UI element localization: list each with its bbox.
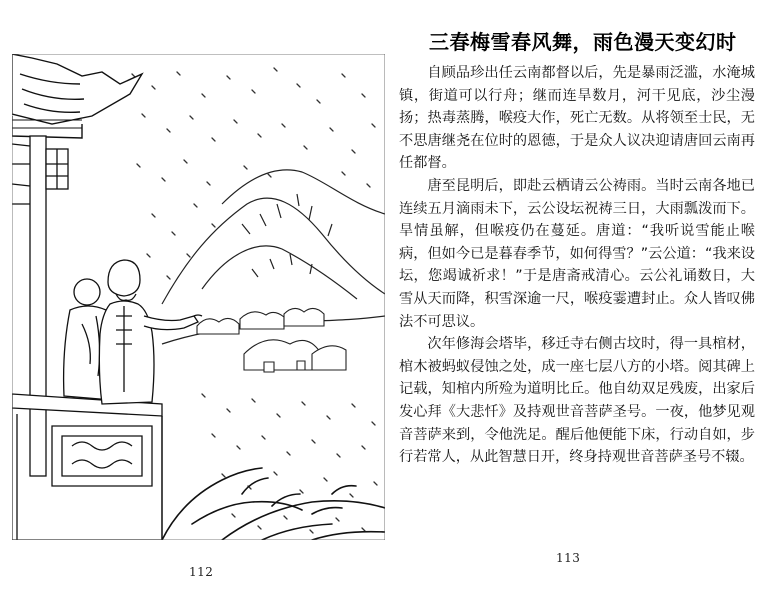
paragraph-1: 自顾品珍出任云南都督以后，先是暴雨泛滥，水淹城镇，街道可以行舟；继而连旱数月，河干见底，沙尘漫扬；热毒蒸腾，喉疫大作，死亡无数。从将领至士民，无不思唐继尧在位时的恩德，于是众人议决迎请唐回云南再任都督。 <box>399 65 755 172</box>
right-page <box>385 0 770 593</box>
pavilion-post <box>12 136 68 476</box>
page-number-left: 112 <box>189 565 214 579</box>
pavilion-illustration <box>12 54 385 540</box>
page-number-right: 113 <box>556 551 581 565</box>
body-text <box>399 62 755 469</box>
falling-snow <box>132 68 377 533</box>
standing-man-figure <box>99 260 202 404</box>
paragraph-2: 唐至昆明后，即赴云栖请云公祷雨。当时云南各地已连续五月滴雨未下，云公设坛祝祷三日，大雨瓢泼而下。旱情虽解，但喉疫仍在蔓延。唐道：“我听说雪能止喉病，但如今已是暮春季节，如何得雪？”云公道：“我来设坛，您竭诚祈求！”于是唐斋戒清心。云公礼诵数日，大雪从天而降，积雪深逾一尺，喉疫霎遭封止。众人皆叹佛法不可思议。 <box>399 177 755 330</box>
pavilion-roof <box>12 54 142 138</box>
paragraph-3: 次年修海会塔毕，移迁寺右侧古坟时，得一具棺材，棺木被蚂蚁侵蚀之处，成一座七层八方的小塔。阅其碑上记载，知棺内所殓为道明比丘。他自幼双足残废，出家后发心拜《大悲忏》及持观世音菩萨圣号。一夜，他梦见观音菩萨来到，令他洗足。醒后他便能下床，行动自如，步行若常人，从此智慧日开，终身持观世音菩萨圣号不辍。 <box>399 336 755 466</box>
chapter-title: 三春梅雪春风舞，雨色漫天变幻时 <box>429 30 737 54</box>
foreground-branches <box>162 468 385 540</box>
village-huts <box>197 308 346 372</box>
